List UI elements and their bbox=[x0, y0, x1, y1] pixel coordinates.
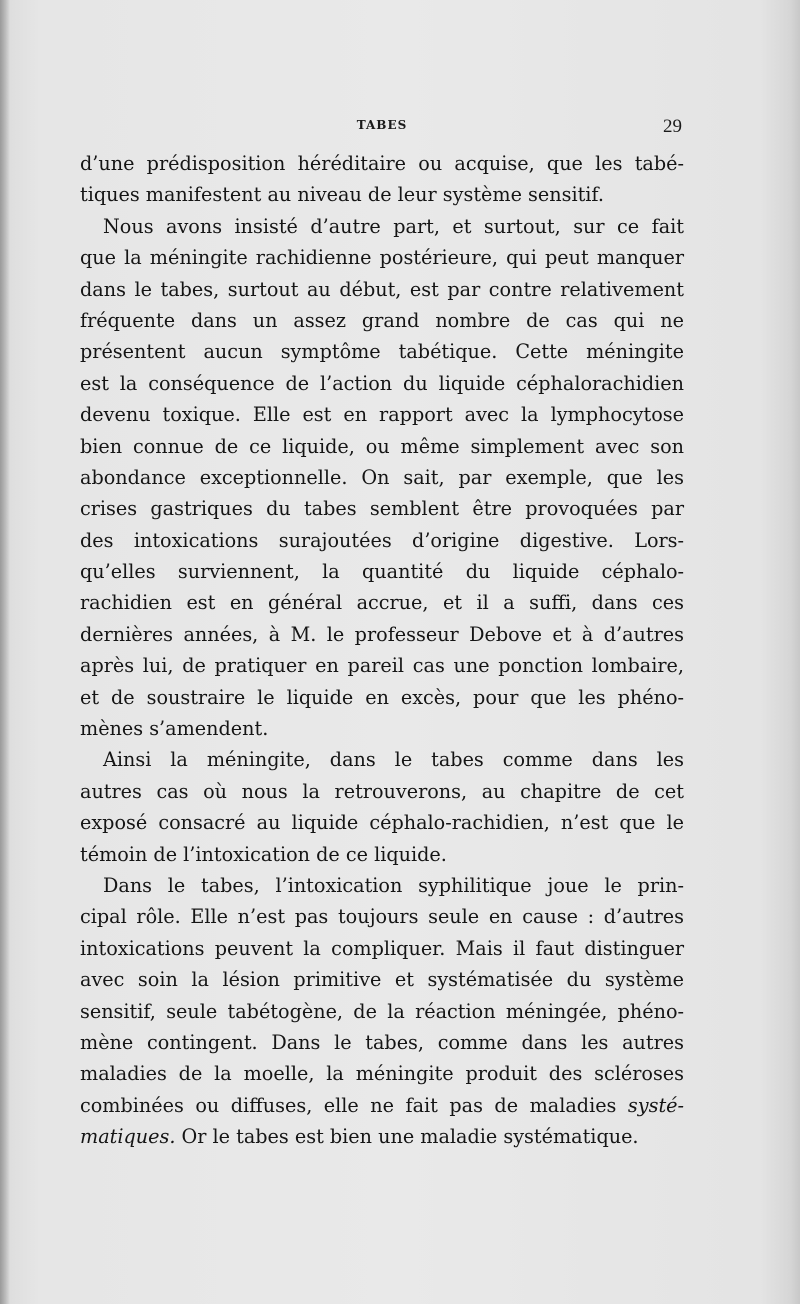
text-line: fréquente dans un assez grand nombre de cas qui ne bbox=[80, 308, 684, 332]
text-line: sensitif, seule tabétogène, de la réaction méningée, phéno- bbox=[80, 999, 684, 1023]
text-line: mènes s’amendent. bbox=[80, 717, 269, 741]
text-line: tiques manifestent au niveau de leur système sensitif. bbox=[80, 183, 604, 207]
text-line: intoxications peuvent la compliquer. Mais il faut distinguer bbox=[80, 936, 684, 960]
text-line: que la méningite rachidienne postérieure, qui peut manquer bbox=[80, 246, 684, 270]
paragraph-2 bbox=[80, 211, 684, 745]
text-line: dans le tabes, surtout au début, est par contre relativement bbox=[80, 277, 684, 301]
running-title: TABES bbox=[356, 118, 408, 132]
text-line: qu’elles surviennent, la quantité du liquide céphalo- bbox=[80, 560, 684, 584]
text-line: dernières années, à M. le professeur Debove et à d’autres bbox=[80, 622, 684, 646]
text-line: exposé consacré au liquide céphalo-rachidien, n’est que le bbox=[80, 811, 684, 835]
text-line: d’une prédisposition héréditaire ou acquise, que les tabé- bbox=[80, 152, 684, 175]
paragraph-3 bbox=[80, 744, 684, 870]
text-line bbox=[80, 1090, 684, 1121]
paragraph-1 bbox=[80, 148, 684, 211]
body-text bbox=[80, 148, 684, 1153]
text-line: bien connue de ce liquide, ou même simplement avec son bbox=[80, 434, 684, 458]
text-line: Nous avons insisté d’autre part, et surtout, sur ce fait bbox=[103, 214, 684, 238]
text-line: autres cas où nous la retrouverons, au chapitre de cet bbox=[80, 779, 684, 803]
text-line: maladies de la moelle, la méningite produit des scléroses bbox=[80, 1062, 684, 1086]
text-line bbox=[80, 1121, 684, 1152]
text-line: témoin de l’intoxication de ce liquide. bbox=[80, 842, 447, 866]
italic-term: matiques. bbox=[80, 1125, 176, 1149]
text-line: après lui, de pratiquer en pareil cas une ponction lombaire, bbox=[80, 654, 684, 678]
text-line: abondance exceptionnelle. On sait, par exemple, que les bbox=[80, 465, 684, 489]
page-number: 29 bbox=[663, 116, 682, 137]
text-line: est la conséquence de l’action du liquide céphalorachidien bbox=[80, 371, 684, 395]
italic-term: systé- bbox=[627, 1093, 684, 1117]
text-line-tail: Or le tabes est bien une maladie systématique. bbox=[175, 1125, 639, 1149]
text-line: avec soin la lésion primitive et systématisée du système bbox=[80, 968, 684, 992]
text-line: présentent aucun symptôme tabétique. Cette méningite bbox=[80, 340, 684, 364]
binding-shadow bbox=[0, 0, 10, 1304]
text-line: Dans le tabes, l’intoxication syphilitique joue le prin- bbox=[103, 873, 684, 897]
text-line: des intoxications surajoutées d’origine digestive. Lors- bbox=[80, 528, 684, 552]
text-line: mène contingent. Dans le tabes, comme dans les autres bbox=[80, 1030, 684, 1054]
text-line: cipal rôle. Elle n’est pas toujours seule en cause : d’autres bbox=[80, 905, 684, 929]
text-line: Ainsi la méningite, dans le tabes comme dans les bbox=[103, 748, 684, 772]
text-line-head: combinées ou diffuses, elle ne fait pas de maladies bbox=[80, 1093, 628, 1117]
text-line: rachidien est en général accrue, et il a suffi, dans ces bbox=[80, 591, 684, 615]
text-line: crises gastriques du tabes semblent être provoquées par bbox=[80, 497, 684, 521]
paragraph-4 bbox=[80, 870, 684, 1153]
text-line: devenu toxique. Elle est en rapport avec la lymphocytose bbox=[80, 403, 684, 427]
running-head bbox=[80, 116, 684, 138]
text-line: et de soustraire le liquide en excès, pour que les phéno- bbox=[80, 685, 684, 709]
